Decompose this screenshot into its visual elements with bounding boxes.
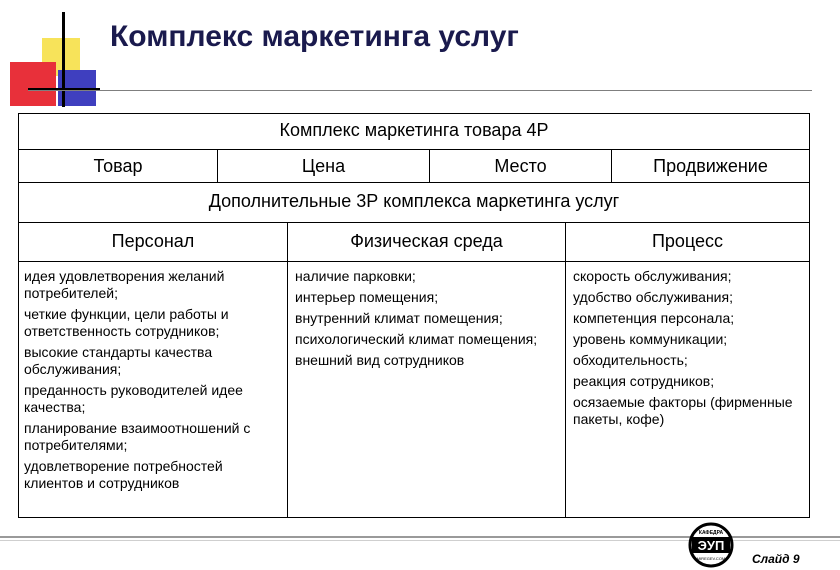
list-item: четкие функции, цели работы и ответственность сотрудников; xyxy=(24,306,229,339)
list-item: скорость обслуживания; xyxy=(573,268,732,284)
header-3p: Дополнительные 3Р комплекса маркетинга услуг xyxy=(19,182,809,222)
list-item: наличие парковки; xyxy=(295,268,416,284)
decor-red-square xyxy=(10,62,56,106)
marketing-mix-table xyxy=(18,113,810,518)
cell-place: Место xyxy=(429,149,611,182)
list-item: интерьер помещения; xyxy=(295,289,439,305)
cell-personnel: Персонал xyxy=(19,222,287,261)
logo-main-text: ЭУП xyxy=(697,538,725,553)
list-item: реакция сотрудников; xyxy=(573,373,715,389)
cell-physical-environment: Физическая среда xyxy=(287,222,565,261)
list-item: компетенция персонала; xyxy=(573,310,735,326)
environment-list-cell xyxy=(287,261,565,517)
cell-process: Процесс xyxy=(565,222,809,261)
logo-bottom-text: MIREGEV.COM xyxy=(696,556,726,561)
cell-price: Цена xyxy=(217,149,429,182)
list-item: внутренний климат помещения; xyxy=(295,310,503,326)
list-item: преданность руководителей идее качества; xyxy=(24,382,243,415)
list-item: планирование взаимоотношений с потребителями; xyxy=(24,420,251,453)
logo-top-text: КАФЕДРА xyxy=(698,530,724,536)
list-item: высокие стандарты качества обслуживания; xyxy=(24,344,213,377)
list-item: обходительность; xyxy=(573,352,688,368)
process-list-cell xyxy=(565,261,809,517)
department-logo-icon xyxy=(686,522,736,568)
slide-title: Комплекс маркетинга услуг xyxy=(110,20,519,53)
process-list xyxy=(573,268,801,428)
cell-product: Товар xyxy=(19,149,217,182)
header-4p: Комплекс маркетинга товара 4Р xyxy=(279,120,549,140)
list-item: удовлетворение потребностей клиентов и сотрудников xyxy=(24,458,223,491)
personnel-list xyxy=(24,268,281,492)
personnel-list-cell xyxy=(19,261,287,517)
list-item: психологический климат помещения; xyxy=(295,331,538,347)
environment-list xyxy=(295,268,557,369)
slide-number: Слайд 9 xyxy=(752,552,800,566)
list-item: осязаемые факторы (фирменные пакеты, кофе) xyxy=(573,394,793,427)
list-item: удобство обслуживания; xyxy=(573,289,733,305)
title-underline xyxy=(28,90,812,91)
list-item: уровень коммуникации; xyxy=(573,331,728,347)
list-item: идея удовлетворения желаний потребителей; xyxy=(24,268,225,301)
cell-promotion: Продвижение xyxy=(611,149,809,182)
decor-vertical-line xyxy=(62,12,65,107)
list-item: внешний вид сотрудников xyxy=(295,352,465,368)
